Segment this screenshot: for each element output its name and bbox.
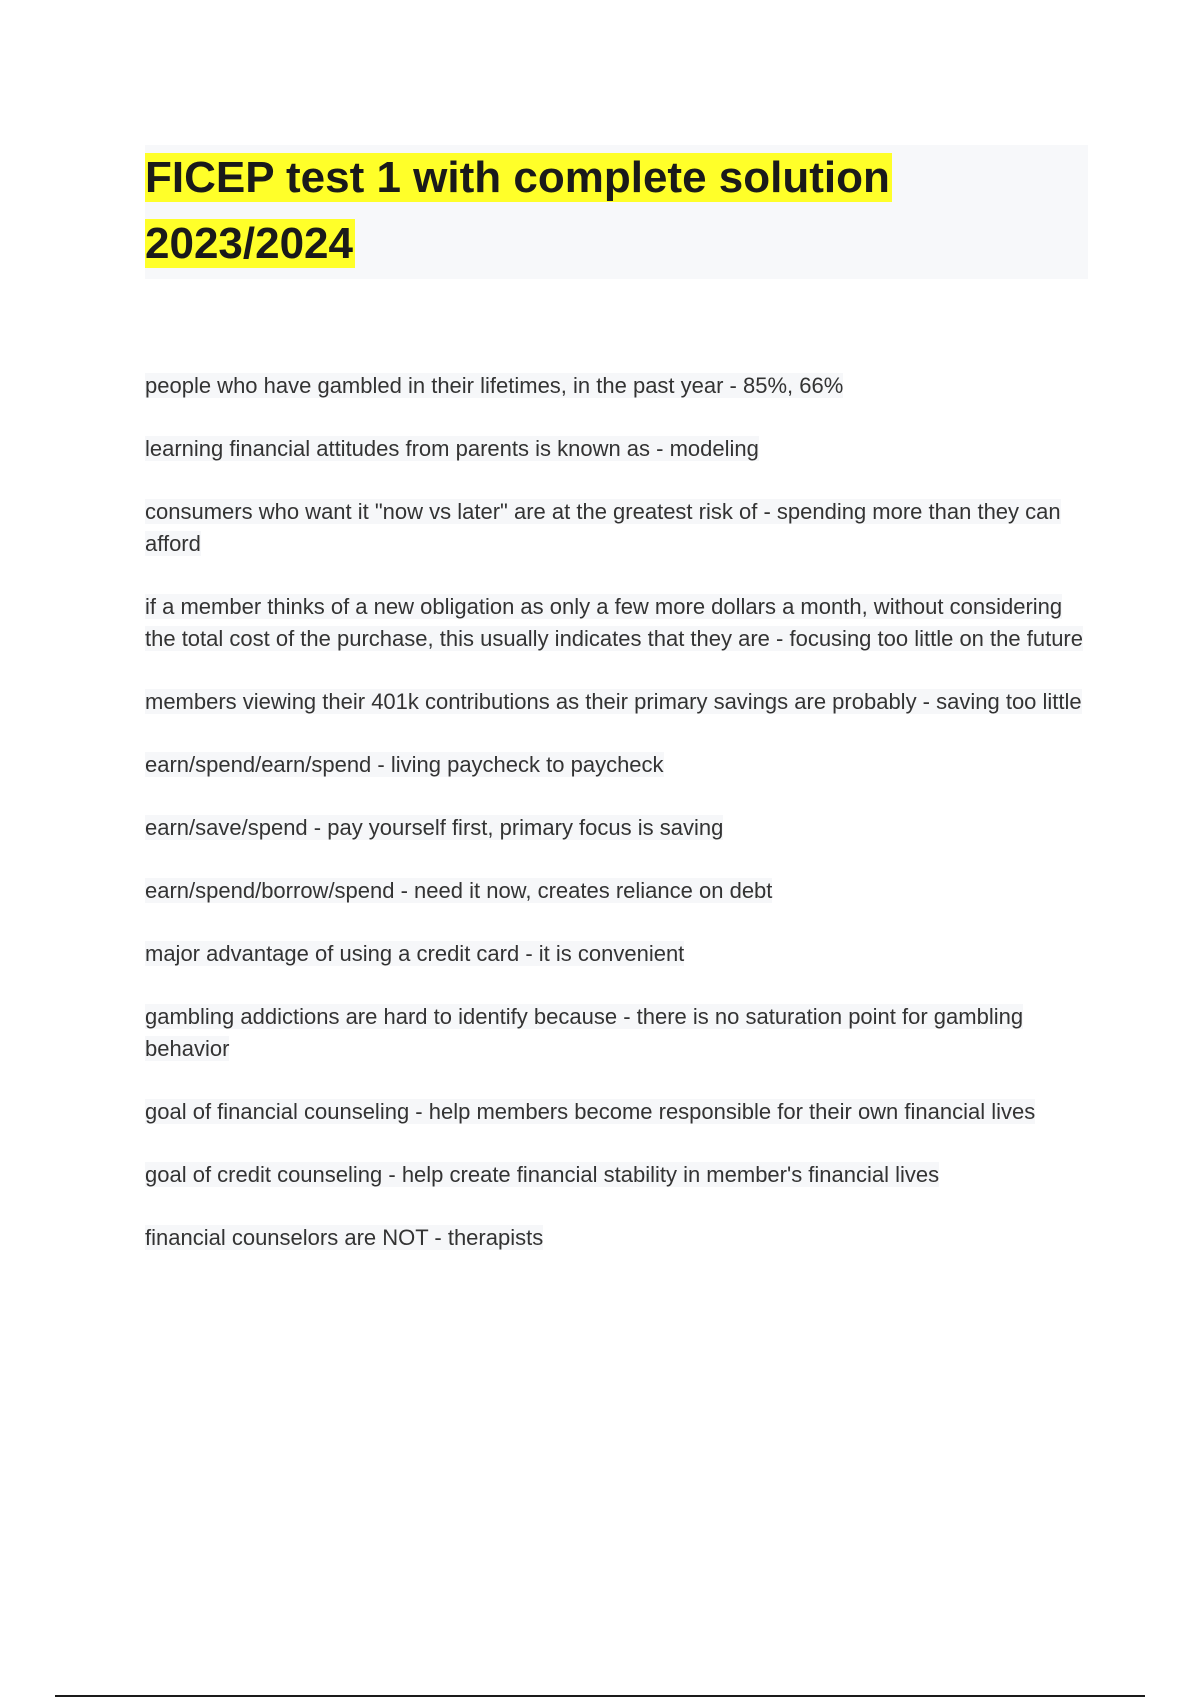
qa-item [145, 1096, 1090, 1128]
qa-item-text: members viewing their 401k contributions as their primary savings are probably - saving too little [145, 689, 1082, 714]
qa-item [145, 591, 1090, 655]
page-bottom-divider [55, 1695, 1145, 1697]
qa-list [145, 370, 1090, 1285]
qa-item-text: earn/spend/borrow/spend - need it now, creates reliance on debt [145, 878, 773, 903]
qa-item [145, 686, 1090, 718]
qa-item [145, 812, 1090, 844]
title-line-2: 2023/2024 [145, 219, 353, 268]
qa-item-text: goal of financial counseling - help members become responsible for their own financial lives [145, 1099, 1036, 1124]
qa-item-text: earn/save/spend - pay yourself first, primary focus is saving [145, 815, 724, 840]
qa-item-text: if a member thinks of a new obligation as only a few more dollars a month, without considering the total cost of the purchase, this usually indicates that they are - focusing too little on the future [145, 594, 1083, 651]
qa-item-text: people who have gambled in their lifetimes, in the past year - 85%, 66% [145, 373, 844, 398]
qa-item-text: learning financial attitudes from parents is known as - modeling [145, 436, 759, 461]
title-block [145, 145, 1088, 279]
qa-item [145, 1001, 1090, 1065]
qa-item-text: financial counselors are NOT - therapists [145, 1225, 544, 1250]
document-title [145, 145, 945, 277]
qa-item [145, 938, 1090, 970]
qa-item [145, 1159, 1090, 1191]
title-line-1: FICEP test 1 with complete solution [145, 153, 890, 202]
qa-item [145, 749, 1090, 781]
qa-item-text: gambling addictions are hard to identify because - there is no saturation point for gambling behavior [145, 1004, 1024, 1061]
qa-item [145, 875, 1090, 907]
qa-item [145, 1222, 1090, 1254]
qa-item-text: goal of credit counseling - help create financial stability in member's financial lives [145, 1162, 940, 1187]
qa-item-text: consumers who want it "now vs later" are at the greatest risk of - spending more than they can afford [145, 499, 1061, 556]
qa-item [145, 370, 1090, 402]
qa-item [145, 496, 1090, 560]
qa-item-text: earn/spend/earn/spend - living paycheck to paycheck [145, 752, 664, 777]
qa-item [145, 433, 1090, 465]
qa-item-text: major advantage of using a credit card - it is convenient [145, 941, 685, 966]
